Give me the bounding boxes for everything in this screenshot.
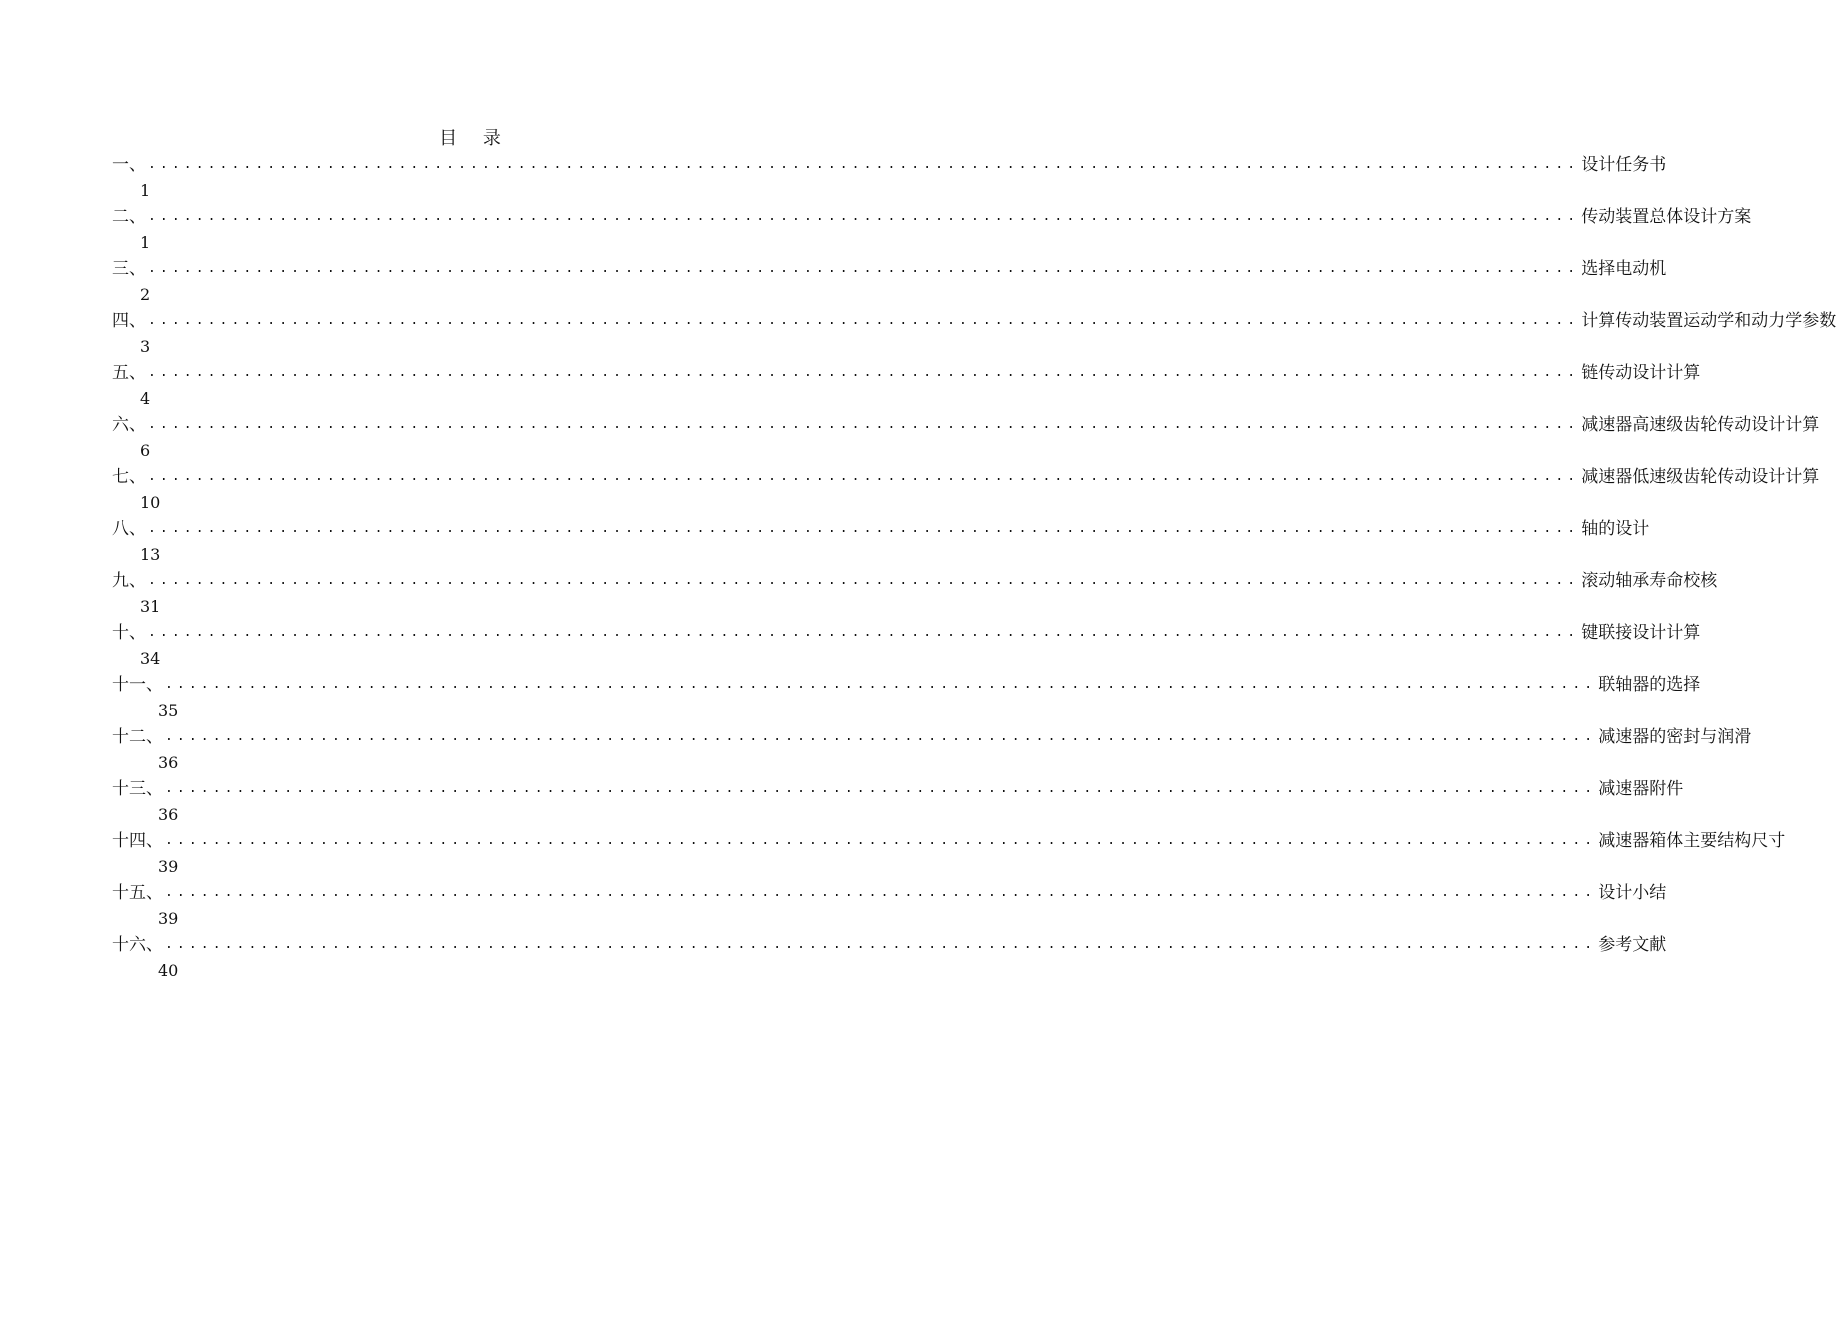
toc-entry-number: 十三、 xyxy=(112,779,163,799)
toc-entry xyxy=(112,776,1684,828)
toc-entry xyxy=(112,360,1701,412)
toc-entry-page: 34 xyxy=(140,649,161,668)
toc-line xyxy=(112,828,1786,854)
toc-leader-dots: ........................................................................................................................ xyxy=(165,781,1597,796)
toc-leader-dots: ........................................................................................................................ xyxy=(148,417,1580,432)
toc-entry-number: 二、 xyxy=(112,207,146,227)
toc-entry xyxy=(112,828,1786,880)
toc-entry xyxy=(112,516,1650,568)
toc-entry-page: 6 xyxy=(140,441,151,460)
toc-line xyxy=(112,308,1836,334)
toc-entry-page: 13 xyxy=(140,545,161,564)
toc-entry-page: 4 xyxy=(140,389,151,408)
toc-entry-number: 十四、 xyxy=(112,831,163,851)
toc-leader-dots: ........................................................................................................................ xyxy=(165,885,1597,900)
toc-entry-title: 计算传动装置运动学和动力学参数 xyxy=(1581,311,1836,331)
toc-entry-page: 36 xyxy=(158,805,179,824)
toc-list xyxy=(112,152,1836,984)
toc-entry xyxy=(112,256,1667,308)
toc-entry-title: 联轴器的选择 xyxy=(1598,675,1701,695)
toc-line xyxy=(112,880,1667,906)
toc-entry xyxy=(112,308,1836,360)
toc-entry-page: 1 xyxy=(140,233,151,252)
toc-entry xyxy=(112,620,1701,672)
toc-line xyxy=(112,464,1820,490)
toc-entry-number: 十一、 xyxy=(112,675,163,695)
toc-title: 目 录 xyxy=(439,128,511,149)
toc-entry-number: 六、 xyxy=(112,415,146,435)
toc-line xyxy=(112,932,1667,958)
toc-entry xyxy=(112,568,1718,620)
toc-entry-page: 31 xyxy=(140,597,161,616)
toc-entry xyxy=(112,412,1820,464)
toc-entry-title: 选择电动机 xyxy=(1581,259,1667,279)
toc-entry-number: 十六、 xyxy=(112,935,163,955)
toc-leader-dots: ........................................................................................................................ xyxy=(148,157,1580,172)
toc-entry-number: 一、 xyxy=(112,155,146,175)
toc-leader-dots: ........................................................................................................................ xyxy=(148,625,1580,640)
toc-line xyxy=(112,516,1650,542)
toc-leader-dots: ........................................................................................................................ xyxy=(148,469,1580,484)
toc-entry-page: 1 xyxy=(140,181,151,200)
toc-line xyxy=(112,568,1718,594)
toc-entry-number: 三、 xyxy=(112,259,146,279)
toc-entry-page: 39 xyxy=(158,857,179,876)
toc-leader-dots: ........................................................................................................................ xyxy=(148,261,1580,276)
toc-entry-number: 九、 xyxy=(112,571,146,591)
toc-entry-title: 减速器的密封与润滑 xyxy=(1598,727,1752,747)
toc-entry-number: 十二、 xyxy=(112,727,163,747)
toc-line xyxy=(112,620,1701,646)
toc-entry-number: 八、 xyxy=(112,519,146,539)
toc-entry-title: 参考文献 xyxy=(1598,935,1667,955)
toc-line xyxy=(112,152,1667,178)
toc-entry-title: 减速器高速级齿轮传动设计计算 xyxy=(1581,415,1820,435)
toc-entry-page: 10 xyxy=(140,493,161,512)
toc-entry-number: 十五、 xyxy=(112,883,163,903)
toc-leader-dots: ........................................................................................................................ xyxy=(148,573,1580,588)
toc-entry-number: 七、 xyxy=(112,467,146,487)
toc-line xyxy=(112,672,1701,698)
toc-leader-dots: ........................................................................................................................ xyxy=(165,677,1597,692)
toc-entry xyxy=(112,932,1667,984)
toc-entry-title: 链传动设计计算 xyxy=(1581,363,1701,383)
toc-leader-dots: ........................................................................................................................ xyxy=(165,937,1597,952)
toc-entry xyxy=(112,880,1667,932)
toc-entry-page: 39 xyxy=(158,909,179,928)
toc-entry-title: 传动装置总体设计方案 xyxy=(1581,207,1752,227)
toc-entry-page: 2 xyxy=(140,285,151,304)
toc-entry xyxy=(112,672,1701,724)
toc-entry-title: 滚动轴承寿命校核 xyxy=(1581,571,1718,591)
toc-leader-dots: ........................................................................................................................ xyxy=(148,365,1580,380)
toc-entry-title: 设计任务书 xyxy=(1581,155,1667,175)
toc-entry-title: 设计小结 xyxy=(1598,883,1667,903)
toc-entry-page: 35 xyxy=(158,701,179,720)
toc-leader-dots: ........................................................................................................................ xyxy=(165,729,1597,744)
toc-entry-page: 40 xyxy=(158,961,179,980)
toc-leader-dots: ........................................................................................................................ xyxy=(165,833,1597,848)
toc-line xyxy=(112,256,1667,282)
toc-entry-title: 减速器箱体主要结构尺寸 xyxy=(1598,831,1786,851)
toc-entry xyxy=(112,724,1752,776)
toc-entry xyxy=(112,464,1820,516)
toc-entry-title: 减速器低速级齿轮传动设计计算 xyxy=(1581,467,1820,487)
toc-entry xyxy=(112,152,1667,204)
toc-entry-title: 键联接设计计算 xyxy=(1581,623,1701,643)
toc-entry-number: 五、 xyxy=(112,363,146,383)
toc-entry-title: 减速器附件 xyxy=(1598,779,1684,799)
toc-leader-dots: ........................................................................................................................ xyxy=(148,521,1580,536)
toc-entry xyxy=(112,204,1752,256)
toc-entry-number: 四、 xyxy=(112,311,146,331)
toc-line xyxy=(112,360,1701,386)
toc-entry-page: 3 xyxy=(140,337,151,356)
toc-line xyxy=(112,776,1684,802)
toc-entry-number: 十、 xyxy=(112,623,146,643)
toc-leader-dots: ........................................................................................................................ xyxy=(148,209,1580,224)
toc-entry-page: 36 xyxy=(158,753,179,772)
toc-line xyxy=(112,412,1820,438)
toc-line xyxy=(112,204,1752,230)
toc-leader-dots: ........................................................................................................................ xyxy=(148,313,1580,328)
toc-entry-title: 轴的设计 xyxy=(1581,519,1650,539)
toc-line xyxy=(112,724,1752,750)
